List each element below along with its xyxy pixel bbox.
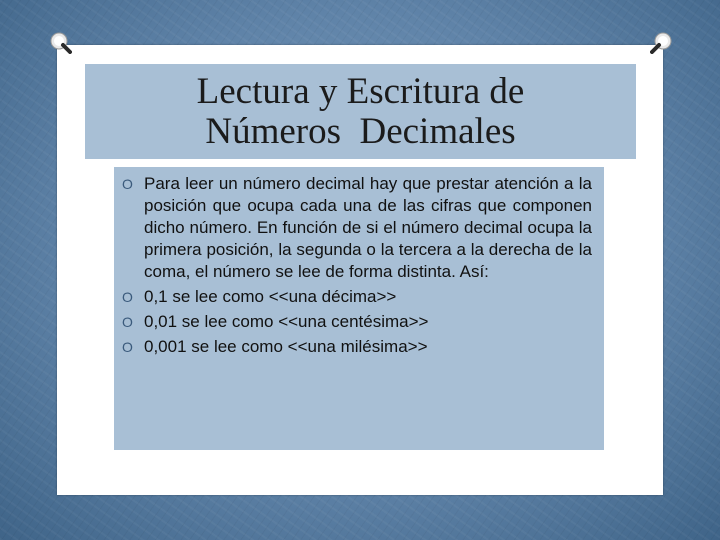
bullet-text: 0,001 se lee como <<una milésima>> <box>144 337 428 356</box>
bullet-text: Para leer un número decimal hay que prestar atención a la posición que ocupa cada una de las cifras que componen dicho número. En función de si el número decimal ocupa la primera posición, la segunda o la tercera a la derecha de la coma, el número se lee de forma distinta. Así: <box>144 174 592 281</box>
content-panel <box>114 167 604 450</box>
bullet-item <box>122 286 592 308</box>
slide-title-line-2: Números Decimales <box>205 110 516 152</box>
bullet-item <box>122 311 592 333</box>
push-pin-icon <box>650 32 672 54</box>
bullet-item <box>122 336 592 358</box>
push-pin-icon <box>50 32 72 54</box>
bullet-marker-icon: O <box>122 339 133 355</box>
bullet-list <box>122 173 592 361</box>
bullet-item <box>122 173 592 283</box>
title-panel <box>85 64 636 159</box>
bullet-text: 0,01 se lee como <<una centésima>> <box>144 312 429 331</box>
bullet-marker-icon: O <box>122 176 133 192</box>
slide-title-line-1: Lectura y Escritura de <box>196 70 525 112</box>
bullet-marker-icon: O <box>122 289 133 305</box>
bullet-marker-icon: O <box>122 314 133 330</box>
bullet-text: 0,1 se lee como <<una décima>> <box>144 287 397 306</box>
